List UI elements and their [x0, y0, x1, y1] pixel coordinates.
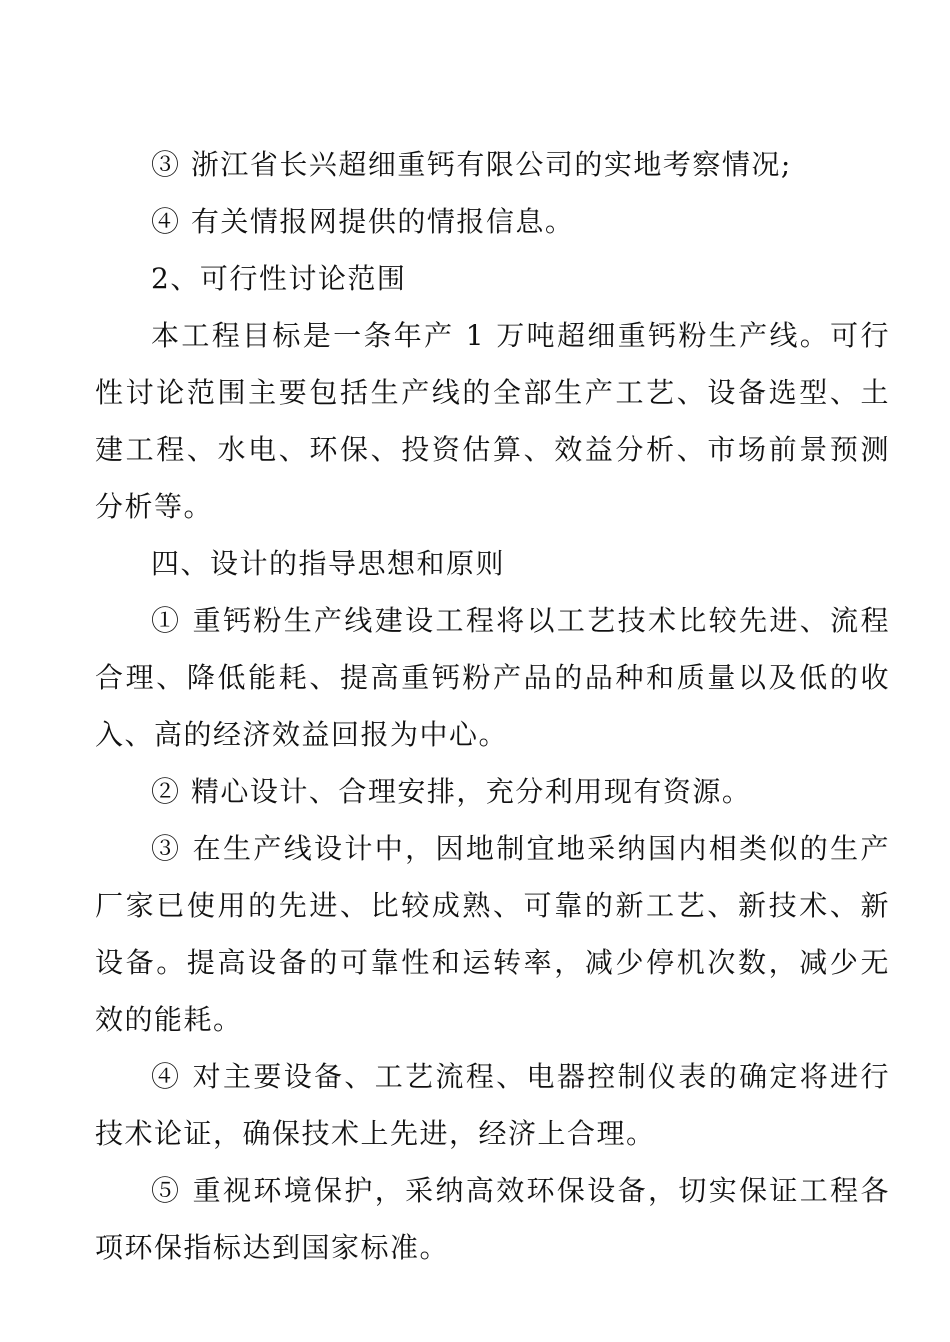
section-heading-scope: 2、可行性讨论范围 — [151, 262, 407, 295]
paragraph-principle-4: ④ 对主要设备、工艺流程、电器控制仪表的确定将进行技术论证，确保技术上先进，经济上合理。 — [95, 1060, 890, 1150]
document-page — [95, 136, 890, 1276]
paragraph-principle-5: ⑤ 重视环境保护，采纳高效环保设备，切实保证工程各项环保指标达到国家标准。 — [95, 1174, 890, 1264]
paragraph-source-3: ③ 浙江省长兴超细重钙有限公司的实地考察情况; — [151, 148, 792, 181]
paragraph-principle-1: ① 重钙粉生产线建设工程将以工艺技术比较先进、流程合理、降低能耗、提高重钙粉产品的品种和质量以及低的收入、高的经济效益回报为中心。 — [95, 604, 890, 751]
paragraph-principle-2: ② 精心设计、合理安排，充分利用现有资源。 — [151, 775, 752, 808]
paragraph-source-4: ④ 有关情报网提供的情报信息。 — [151, 205, 575, 238]
section-heading-principles: 四、设计的指导思想和原则 — [151, 547, 506, 580]
paragraph-principle-3: ③ 在生产线设计中，因地制宜地采纳国内相类似的生产厂家已使用的先进、比较成熟、可靠的新工艺、新技术、新设备。提高设备的可靠性和运转率，减少停机次数，减少无效的能耗。 — [95, 832, 890, 1036]
paragraph-scope: 本工程目标是一条年产 1 万吨超细重钙粉生产线。可行性讨论范围主要包括生产线的全部生产工艺、设备选型、土建工程、水电、环保、投资估算、效益分析、市场前景预测分析等。 — [95, 319, 890, 523]
